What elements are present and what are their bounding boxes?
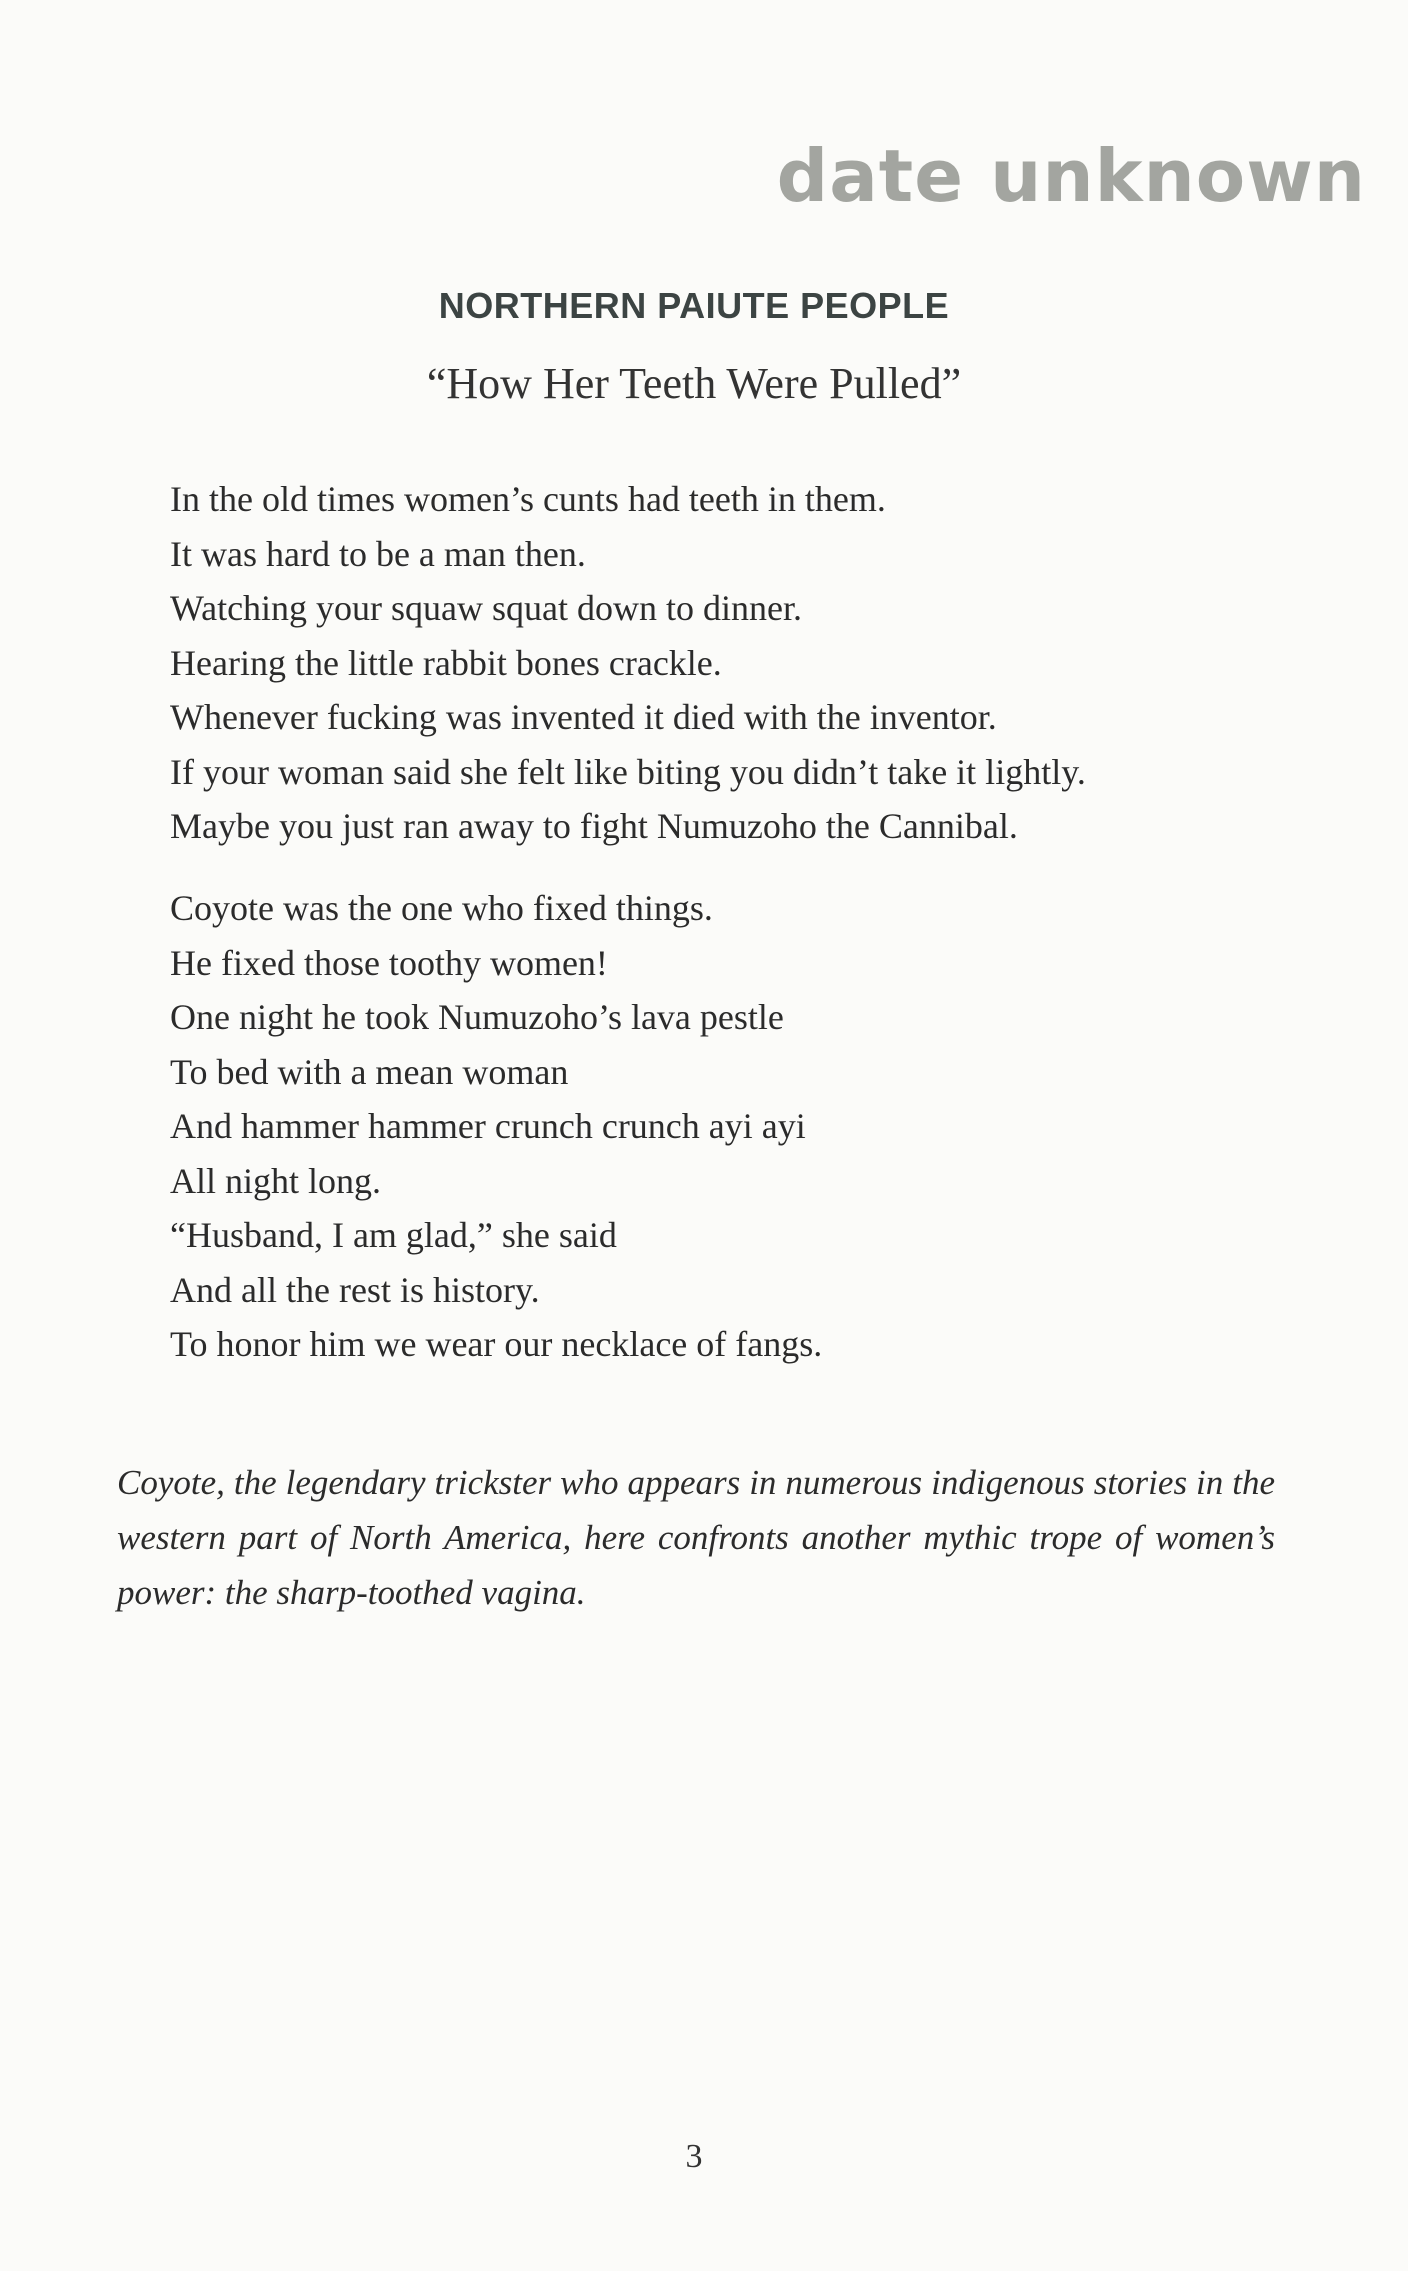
editorial-note: Coyote, the legendary trickster who appears in numerous indigenous stories in the western part of North America, here confronts another mythic trope of women’s power: the sharp-toothed vagina.: [117, 1463, 1275, 1612]
poem-line: It was hard to be a man then.: [170, 533, 586, 574]
poem-line: If your woman said she felt like biting you didn’t take it lightly.: [170, 751, 1086, 792]
poem-stanza-1: [170, 472, 1086, 854]
people-heading: NORTHERN PAIUTE PEOPLE: [438, 285, 950, 326]
poem-line: “Husband, I am glad,” she said: [170, 1215, 617, 1255]
poem-line: Watching your squaw squat down to dinner.: [170, 588, 803, 628]
poem-stanza-2: [170, 881, 822, 1372]
poem-title: “How Her Teeth Were Pulled”: [426, 359, 962, 408]
poem-line: Hearing the little rabbit bones crackle.: [170, 642, 722, 683]
poem-line: All night long.: [170, 1160, 382, 1201]
poem-line: And hammer hammer crunch crunch ayi ayi: [170, 1106, 806, 1146]
poem-line: One night he took Numuzoho’s lava pestle: [170, 997, 784, 1037]
poem-line: Maybe you just ran away to fight Numuzoho the Cannibal.: [170, 806, 1018, 846]
poem-line: Coyote was the one who fixed things.: [170, 888, 713, 928]
poem-line: Whenever fucking was invented it died with the inventor.: [170, 697, 997, 737]
page-number: 3: [685, 2138, 703, 2175]
poem-line: To bed with a mean woman: [170, 1051, 569, 1092]
poem-line: To honor him we wear our necklace of fangs.: [170, 1324, 823, 1364]
poem-line: He fixed those toothy women!: [170, 942, 608, 983]
section-date-heading: date unknown: [776, 134, 1366, 218]
poem-line: In the old times women’s cunts had teeth in them.: [170, 479, 886, 519]
poem-line: And all the rest is history.: [170, 1269, 540, 1310]
